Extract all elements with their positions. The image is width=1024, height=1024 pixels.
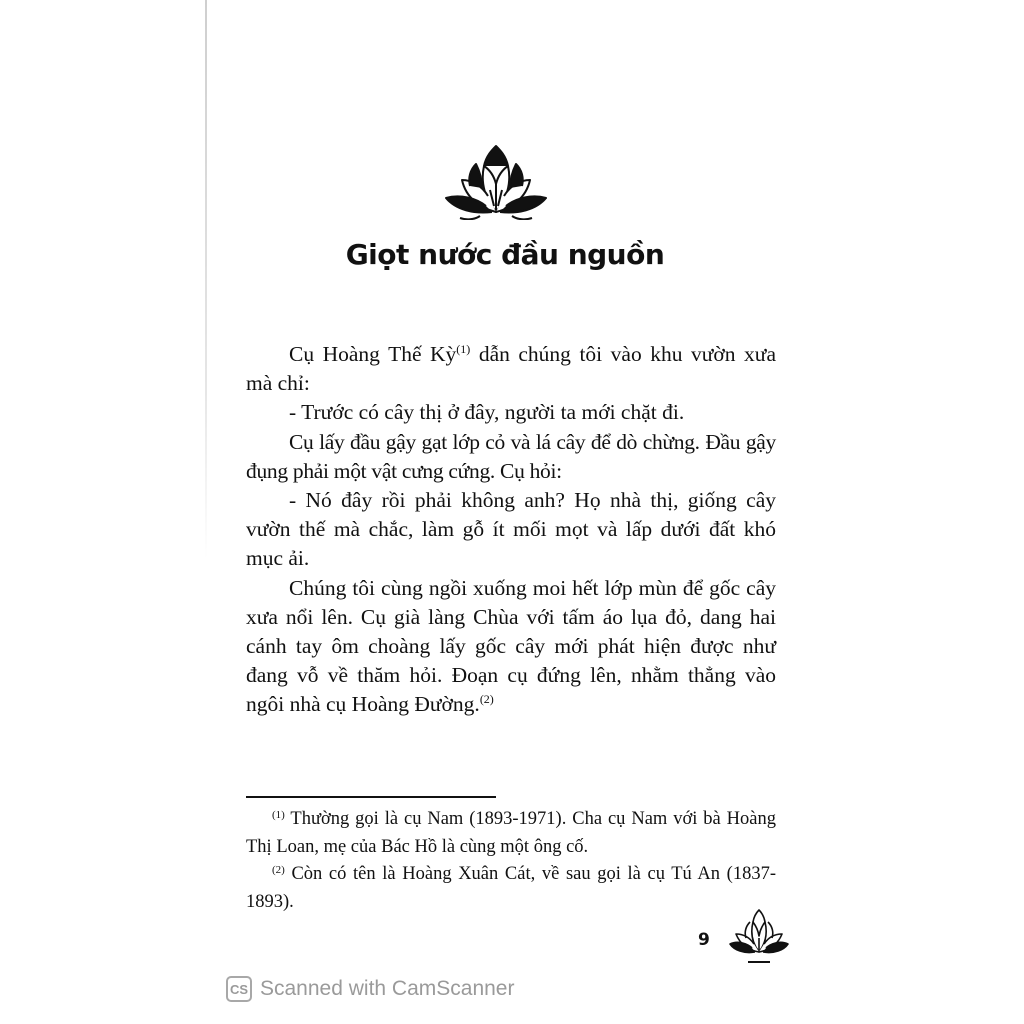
chapter-title: Giọt nước đầu nguồn — [345, 238, 665, 271]
paragraph: Cụ Hoàng Thế Kỳ$^{(1)}$ dẫn chúng tôi vào khu vườn xưa mà chỉ: — [246, 342, 776, 396]
footnotes — [246, 806, 776, 916]
footnote-mark: (1) — [272, 809, 285, 821]
paragraph: Chúng tôi cùng ngồi xuống moi hết lớp mùn để gốc cây xưa nổi lên. Cụ già làng Chùa với tấm áo lụa đỏ, dang hai cánh tay ôm choàng lấy gốc cây mới phát hiện được như đang vỗ về thăm hỏi. Đoạn cụ đứng lên, nhằm thẳng vào ngôi nhà cụ Hoàng Đường.$^{(2)}$ — [246, 575, 776, 717]
body-text — [246, 340, 776, 720]
lotus-flower-icon — [440, 140, 552, 220]
footnote-ref: (1) — [456, 342, 471, 356]
footnote-ref: (2) — [479, 692, 494, 707]
page-fold-shadow — [205, 0, 207, 560]
watermark-text: Scanned with CamScanner — [260, 977, 515, 1000]
paragraph: - Trước có cây thị ở đây, người ta mới chặt đi. — [289, 400, 685, 425]
page-number: 9 — [698, 930, 710, 950]
footnote-divider — [246, 796, 496, 798]
footnote-mark: (2) — [272, 864, 285, 876]
footnote: $^{(1)}$ Thường gọi là cụ Nam (1893-1971). Cha cụ Nam với bà Hoàng Thị Loan, mẹ của Bác Hồ là cùng một ông cố. — [246, 809, 776, 857]
footnote: $^{(2)}$ Còn có tên là Hoàng Xuân Cát, về sau gọi là cụ Tú An (1837-1893). — [246, 864, 776, 912]
lotus-flower-icon — [728, 908, 790, 966]
camscanner-watermark — [226, 975, 514, 1003]
paragraph: Cụ lấy đầu gậy gạt lớp cỏ và lá cây để dò chừng. Đầu gậy đụng phải một vật cưng cứng. Cụ hỏi: — [246, 429, 776, 483]
paragraph: - Nó đây rồi phải không anh? Họ nhà thị, giống cây vườn thế mà chắc, làm gỗ ít mối mọt và lấp dưới đất khó mục ải. — [246, 488, 776, 571]
camscanner-logo-icon: CS — [226, 976, 252, 1002]
